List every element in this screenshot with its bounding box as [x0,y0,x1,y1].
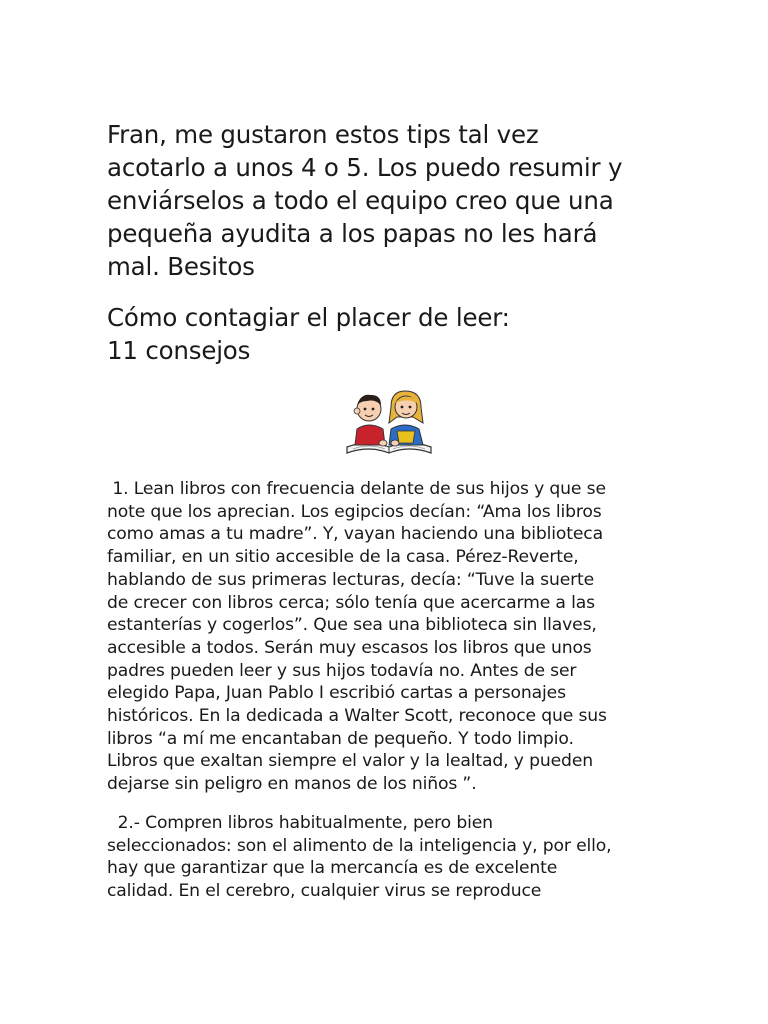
paragraph-line: estanterías y cogerlos”. Que sea una biblioteca sin llaves, [107,615,597,636]
note-line: enviárselos a todo el equipo creo que una [107,186,614,215]
note-line: Fran, me gustaron estos tips tal vez [107,120,539,149]
children-reading-icon [339,385,439,461]
document-title [107,301,667,367]
paragraph-line: padres pueden leer y sus hijos todavía no. Antes de ser [107,660,577,681]
paragraph-line: como amas a tu madre”. Y, vayan haciendo una biblioteca [107,524,603,545]
title-line: 11 consejos [107,336,251,365]
paragraph-line: hablando de sus primeras lecturas, decía: “Tuve la suerte [107,569,595,590]
paragraph-line: libros “a mí me encantaban de pequeño. Y todo limpio. [107,728,574,749]
paragraph-line: accesible a todos. Serán muy escasos los libros que unos [107,637,592,658]
paragraph-line: dejarse sin peligro en manos de los niños ”. [107,774,477,795]
paragraph-line: familiar, en un sitio accesible de la casa. Pérez-Reverte, [107,547,579,568]
tip-paragraph-1 [107,478,667,796]
paragraph-line: de crecer con libros cerca; sólo tenía que acercarme a las [107,592,595,613]
note-line: pequeña ayudita a los papas no les hará [107,219,598,248]
paragraph-line: 1. Lean libros con frecuencia delante de sus hijos y que se [107,479,606,499]
paragraph-line: note que los aprecian. Los egipcios decían: “Ama los libros [107,501,602,522]
title-line: Cómo contagiar el placer de leer: [107,303,510,332]
paragraph-line: 2.- Compren libros habitualmente, pero bien [107,812,493,833]
note-paragraph [107,118,667,283]
paragraph-line: Libros que exaltan siempre el valor y la lealtad, y pueden [107,751,593,772]
note-line: acotarlo a unos 4 o 5. Los puedo resumir y [107,153,623,182]
paragraph-line: hay que garantizar que la mercancía es de excelente [107,858,558,879]
tip-paragraph-2 [107,812,667,903]
note-line: mal. Besitos [107,252,255,281]
paragraph-line: elegido Papa, Juan Pablo I escribió cartas a personajes [107,683,566,704]
document-page [107,118,667,903]
paragraph-line: seleccionados: son el alimento de la inteligencia y, por ello, [107,835,612,856]
paragraph-line: calidad. En el cerebro, cualquier virus se reproduce [107,880,542,901]
paragraph-line: históricos. En la dedicada a Walter Scott, reconoce que sus [107,706,607,727]
